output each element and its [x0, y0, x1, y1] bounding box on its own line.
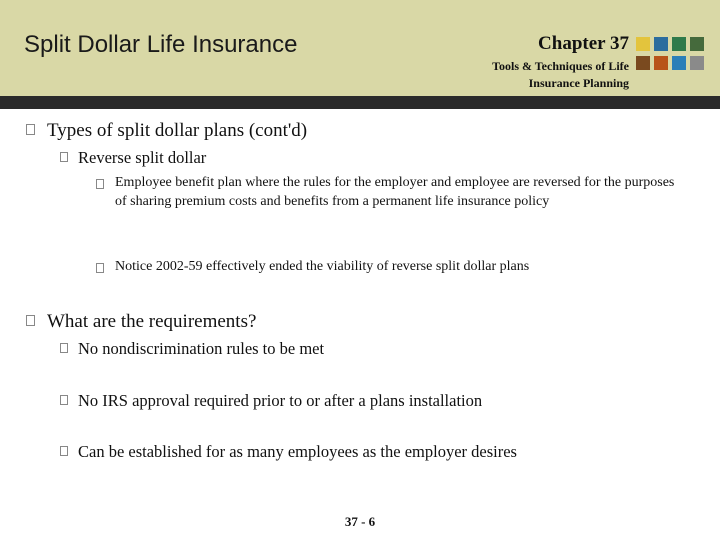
- bullet-square-icon: [60, 446, 68, 456]
- color-square-5: [636, 56, 650, 70]
- color-square-2: [654, 37, 668, 51]
- bullet-square-icon: [26, 315, 35, 326]
- bullet-square-icon: [96, 263, 104, 273]
- bullet-2-sub-2: No IRS approval required prior to or after a plans installation: [60, 391, 482, 411]
- bullet-2: What are the requirements?: [26, 311, 256, 333]
- bullet-2-sub-3: Can be established for as many employees as the employer desires: [60, 442, 517, 462]
- bullet-square-icon: [26, 124, 35, 135]
- bullet-2-sub-1: No nondiscrimination rules to be met: [60, 339, 324, 359]
- bullet-1-sub-1-item-1: Employee benefit plan where the rules for the employer and employee are reversed for the purposes of sharing premium costs and benefits from a permanent life insurance policy: [96, 173, 686, 211]
- bullet-1-sub-1: Reverse split dollar: [60, 148, 206, 168]
- bullet-square-icon: [60, 152, 68, 162]
- chapter-label: Chapter 37: [538, 33, 629, 54]
- color-square-8: [690, 56, 704, 70]
- color-square-7: [672, 56, 686, 70]
- color-square-4: [690, 37, 704, 51]
- bullet-square-icon: [60, 343, 68, 353]
- subtitle-line-1: Tools & Techniques of Life: [492, 59, 629, 73]
- slide-header: [0, 0, 720, 96]
- subtitle-line-2: Insurance Planning: [528, 76, 629, 90]
- chapter-subtitle: [492, 58, 629, 92]
- bullet-square-icon: [96, 179, 104, 189]
- bullet-1: Types of split dollar plans (cont'd): [26, 120, 307, 142]
- color-square-1: [636, 37, 650, 51]
- page-number: 37 - 6: [344, 514, 376, 529]
- bullet-1-sub-1-item-2: Notice 2002-59 effectively ended the viability of reverse split dollar plans: [96, 257, 686, 276]
- color-square-3: [672, 37, 686, 51]
- bullet-square-icon: [60, 395, 68, 405]
- color-square-6: [654, 56, 668, 70]
- header-divider-bar: [0, 96, 720, 109]
- slide-title: Split Dollar Life Insurance: [24, 31, 298, 58]
